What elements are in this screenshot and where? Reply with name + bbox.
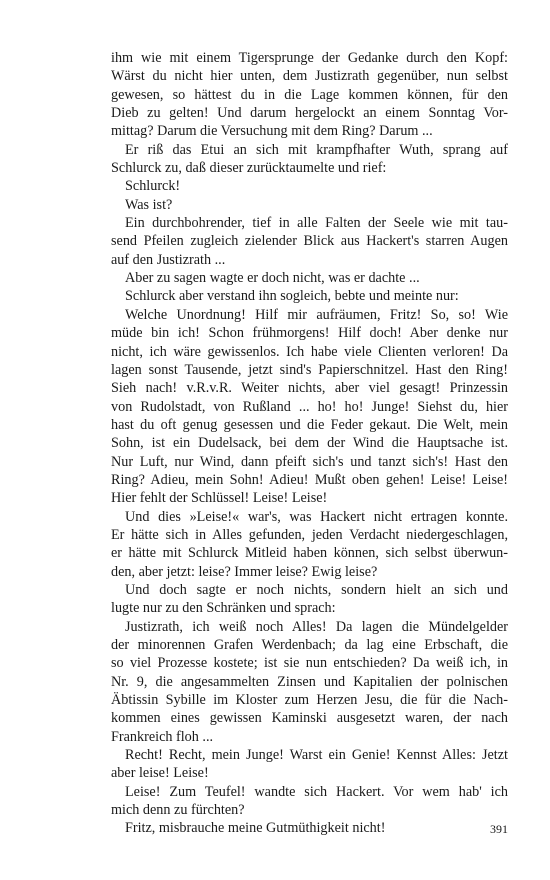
text-line: send Pfeilen zugleich zielender Blick aus Hackert's starren Augen	[111, 233, 508, 250]
text-line: ihm wie mit einem Tigersprunge der Gedanke durch den Kopf:	[111, 50, 508, 66]
text-line: Nur Luft, nur Wind, dann pfeift sich's und tanzt sich's! Hast den	[111, 453, 508, 470]
text-line: lugte nur zu den Schränken und sprach:	[111, 600, 336, 617]
text-line: Welche Unordnung! Hilf mir aufräumen, Fritz! So, so! Wie	[125, 306, 508, 323]
text-line: lagen sonst Tausende, jetzt sind's Papierschnitzel. Hast den Ring!	[111, 361, 508, 378]
text-line: gewesen, so hättest du in die Lage kommen können, für den	[111, 86, 508, 103]
text-line: kommen eines gewissen Kaminski ausgesetzt waren, der nach	[111, 710, 508, 727]
text-line: Aber zu sagen wagte er doch nicht, was er dachte ...	[125, 270, 420, 287]
page-number: 391	[490, 822, 508, 836]
text-line: Nr. 9, die angesammelten Zinsen und Kapitalien der polnischen	[111, 673, 508, 690]
text-line: Justizrath, ich weiß noch Alles! Da lagen die Mündelgelder	[125, 618, 508, 635]
text-line: Fritz, misbrauche meine Gutmüthigkeit nicht!	[125, 820, 386, 837]
text-line: so viel Prozesse kostete; ist sie nun entschieden? Da weiß ich, in	[111, 655, 508, 672]
text-line: von Rudolstadt, von Rußland ... ho! ho! Junge! Siehst du, hier	[111, 398, 508, 415]
text-line: müde bin ich! Schon frühmorgens! Hilf doch! Aber denke nur	[111, 325, 508, 342]
text-line: er hätte mit Schlurck Mitleid haben können, sich selbst überwun-	[111, 545, 508, 562]
text-line: aber leise! Leise!	[111, 765, 209, 782]
text-line: auf den Justizrath ...	[111, 251, 226, 268]
text-line: nicht, ich wäre gewissenlos. Ich habe viele Clienten verloren! Da	[111, 343, 508, 360]
text-line: Hier fehlt der Schlüssel! Leise! Leise!	[111, 490, 328, 507]
text-line: Und doch sagte er noch nichts, sondern hielt an sich und	[125, 581, 508, 598]
text-line: Recht! Recht, mein Junge! Warst ein Genie! Kennst Alles: Jetzt	[125, 747, 508, 764]
text-line: Sieh nach! v.R.v.R. Weiter nichts, aber viel gesagt! Prinzessin	[111, 380, 508, 397]
text-line: Schlurck zu, daß dieser zurücktaumelte und rief:	[111, 160, 387, 177]
text-line: Wärst du nicht hier unten, dem Justizrath gegenüber, nun selbst	[111, 68, 508, 85]
text-line: Dieb zu gelten! Und darum hergelockt an einem Sonntag Vor-	[111, 105, 508, 122]
text-line: Ein durchbohrender, tief in alle Falten der Seele wie mit tau-	[125, 215, 508, 232]
text-line: Schlurck aber verstand ihn sogleich, bebte und meinte nur:	[125, 288, 459, 305]
body-text	[111, 49, 508, 838]
text-line: Schlurck!	[125, 178, 181, 195]
text-line: Äbtissin Sybille im Kloster zum Herzen Jesu, die für die Nach-	[111, 692, 508, 709]
text-line: Ring? Adieu, mein Sohn! Adieu! Mußt oben gehen! Leise! Leise!	[111, 471, 508, 488]
text-line: den, aber jetzt: leise? Immer leise? Ewig leise?	[111, 563, 378, 580]
text-line: Frankreich floh ...	[111, 728, 214, 745]
text-line: Er riß das Etui an sich mit krampfhafter Wuth, sprang auf	[125, 141, 508, 158]
text-line: Was ist?	[125, 196, 173, 213]
text-line: Sohn, ist ein Dudelsack, bei dem der Wind die Hauptsache ist.	[111, 435, 508, 452]
text-line: mittag? Darum die Versuchung mit dem Ring? Darum ...	[111, 123, 433, 140]
text-line: der minorennen Grafen Werdenbach; da lag eine Erbschaft, die	[111, 637, 508, 653]
text-line: mich denn zu fürchten?	[111, 802, 245, 819]
text-line: Er hätte sich in Alles gefunden, jeden Verdacht niedergeschlagen,	[111, 526, 508, 543]
text-line: Leise! Zum Teufel! wandte sich Hackert. Vor wem hab' ich	[125, 783, 508, 800]
text-line: hast du oft genug gesessen und die Feder gekaut. Die Welt, mein	[111, 416, 508, 433]
text-line: Und dies »Leise!« war's, was Hackert nicht ertragen konnte.	[125, 508, 508, 525]
